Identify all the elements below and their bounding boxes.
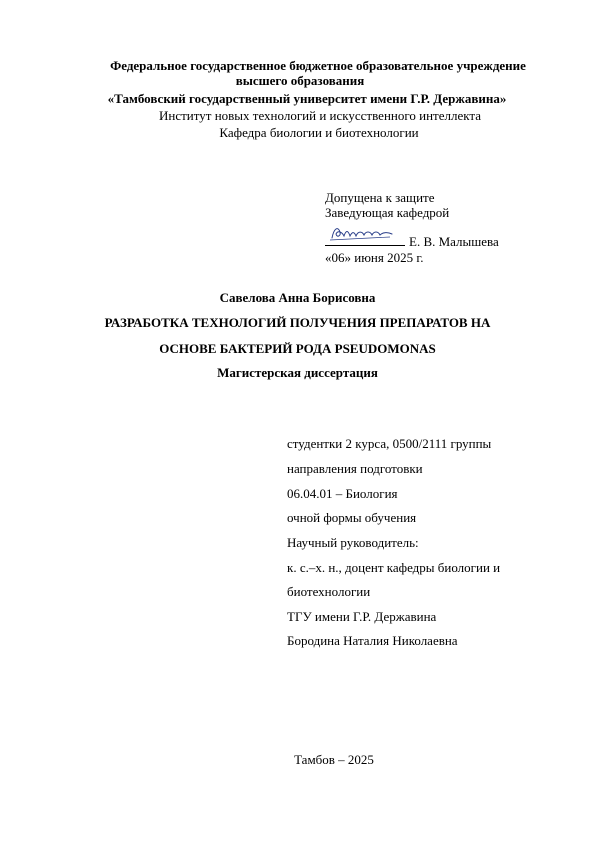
university-name: «Тамбовский государственный университет имени Г.Р. Державина» [107,91,507,106]
institute-name: Институт новых технологий и искусственного интеллекта [159,108,481,123]
thesis-title-line2: ОСНОВЕ БАКТЕРИЙ РОДА PSEUDOMONAS [159,341,436,356]
approval-head-title: Заведующая кафедрой [325,205,450,220]
info-line: Научный руководитель: [287,535,419,550]
approval-signature-line [325,234,499,249]
info-line: биотехнологии [287,584,371,599]
info-line: Бородина Наталия Николаевна [287,633,458,648]
info-line: направления подготовки [287,461,423,476]
info-line: 06.04.01 – Биология [287,486,398,501]
institution-type: Федеральное государственное бюджетное образовательное учреждение [110,58,526,73]
author-name: Савелова Анна Борисовна [219,290,376,305]
approval-signer: Е. В. Малышева [409,234,499,249]
signature-underline [325,235,405,246]
approval-date: «06» июня 2025 г. [325,250,424,265]
department-name: Кафедра биологии и биотехнологии [219,125,419,140]
info-line: очной формы обучения [287,510,417,525]
info-line: к. с.–х. н., доцент кафедры биологии и [287,560,501,575]
thesis-title-line1: РАЗРАБОТКА ТЕХНОЛОГИЙ ПОЛУЧЕНИЯ ПРЕПАРАТОВ НА [104,315,491,330]
info-line: студентки 2 курса, 0500/2111 группы [287,436,492,451]
info-line: ТГУ имени Г.Р. Державина [287,609,437,624]
education-level: высшего образования [235,73,365,88]
approval-admitted: Допущена к защите [325,190,435,205]
work-type: Магистерская диссертация [217,365,378,380]
city-year: Тамбов – 2025 [294,752,374,767]
